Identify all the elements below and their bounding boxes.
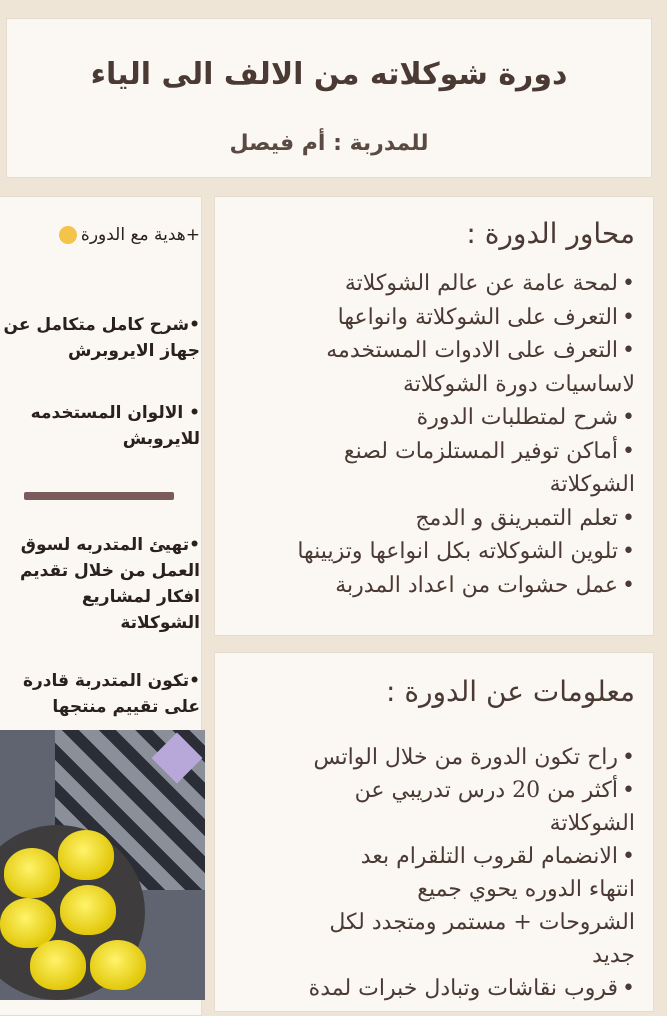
- list-item: • تعلم التمبرينق و الدمج: [225, 502, 635, 536]
- course-info-card: [214, 652, 654, 1012]
- list-item: الشروحات + مستمر ومتجدد لكل: [329, 910, 635, 935]
- info-title: معلومات عن الدورة :: [385, 675, 635, 708]
- list-item: • شرح لمتطلبات الدورة: [225, 401, 635, 435]
- list-item: الشوكلاتة: [549, 811, 635, 836]
- list-item: • تلوين الشوكلاته بكل انواعها وتزيينها: [225, 535, 635, 569]
- list-item: • راح تكون الدورة من خلال الواتس: [225, 741, 635, 774]
- list-item: الشوكلاتة: [549, 472, 635, 497]
- yellow-chocolate: [58, 830, 114, 880]
- list-item: • قروب نقاشات وتبادل خبرات لمدة: [225, 972, 635, 1005]
- list-item: انتهاء الدوره يحوي جميع: [417, 877, 635, 902]
- airbrush-note: •شرح كامل متكامل عن جهاز الايروبرش: [3, 315, 200, 361]
- list-item: • الانضمام لقروب التلقرام بعد: [225, 840, 635, 873]
- axes-list: [225, 267, 635, 602]
- divider: [24, 492, 174, 500]
- list-item: • أكثر من 20 درس تدريبي عن: [225, 774, 635, 807]
- evaluate-note: •تكون المتدربة قادرة على تقييم منتجها: [22, 671, 200, 717]
- yellow-chocolate: [4, 848, 60, 898]
- list-item: لاساسيات دورة الشوكلاتة: [402, 371, 635, 397]
- yellow-chocolate: [30, 940, 86, 990]
- list-item: • عمل حشوات من اعداد المدربة: [225, 569, 635, 603]
- list-item: • أماكن توفير المستلزمات لصنع: [225, 435, 635, 469]
- colors-note: • الالوان المستخدمه للايروبش: [30, 403, 200, 449]
- yellow-chocolate: [90, 940, 146, 990]
- list-item: • التعرف على الشوكلاتة وانواعها: [225, 301, 635, 335]
- course-axes-card: [214, 196, 654, 636]
- gift-note: [0, 222, 200, 248]
- gift-label: +هدية مع الدورة: [80, 225, 200, 245]
- smile-emoji-icon: [59, 226, 77, 244]
- trainer-name: للمدربة : أم فيصل: [229, 131, 429, 156]
- list-item: • التعرف على الادوات المستخدمه: [225, 334, 635, 368]
- info-list: [225, 741, 635, 1005]
- chocolate-photo: [0, 730, 205, 1000]
- axes-title: محاور الدورة :: [466, 217, 635, 250]
- yellow-chocolate: [60, 885, 116, 935]
- list-item: • لمحة عامة عن عالم الشوكلاتة: [225, 267, 635, 301]
- market-note: •تهيئ المتدربه لسوق العمل من خلال تقديم افكار لمشاريع الشوكلاتة: [19, 535, 200, 633]
- page-title: دورة شوكلاته من الالف الى الياء: [90, 57, 568, 92]
- list-item: جديد: [592, 943, 635, 968]
- header-card: [6, 18, 652, 178]
